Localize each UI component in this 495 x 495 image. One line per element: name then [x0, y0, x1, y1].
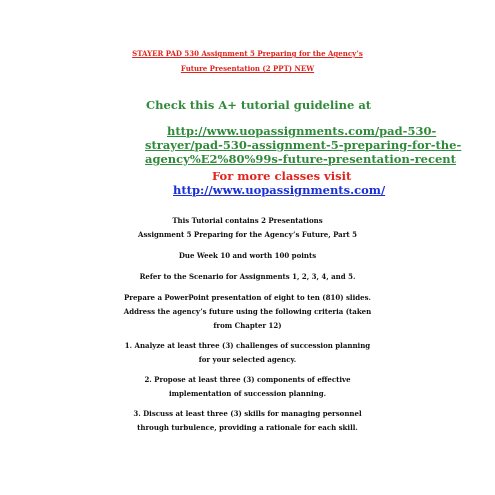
more-classes-link[interactable]: http://www.uopassignments.com/ — [173, 183, 386, 197]
scenario-line: Refer to the Scenario for Assignments 1, 2, 3, 4, and 5. — [139, 272, 356, 281]
item-2-line-1: 2. Propose at least three (3) components of effective — [144, 375, 351, 384]
item-3-line-2: through turbulence, providing a rationale for each skill. — [137, 423, 358, 432]
guideline-link-line-1[interactable]: http://www.uopassignments.com/pad-530- — [167, 124, 437, 138]
title-line-1: STAYER PAD 530 Assignment 5 Preparing for the Agency’s — [132, 49, 363, 58]
due-line: Due Week 10 and worth 100 points — [178, 251, 317, 260]
contains-line-1: This Tutorial contains 2 Presentations — [172, 216, 323, 225]
prepare-line-2: Address the agency’s future using the following criteria (taken — [123, 307, 372, 316]
item-2-line-2: implementation of succession planning. — [168, 389, 327, 398]
prepare-line-1: Prepare a PowerPoint presentation of eight to ten (810) slides. — [124, 293, 371, 302]
guideline-link-line-2[interactable]: strayer/pad-530-assignment-5-preparing-for-the- — [145, 138, 462, 152]
item-3-line-1: 3. Discuss at least three (3) skills for managing personnel — [133, 409, 362, 418]
item-1-line-1: 1. Analyze at least three (3) challenges of succession planning — [124, 341, 371, 350]
prepare-line-3: from Chapter 12) — [213, 321, 282, 330]
title-line-2: Future Presentation (2 PPT) NEW — [180, 64, 315, 73]
more-classes-label: For more classes visit — [212, 169, 352, 183]
contains-line-2: Assignment 5 Preparing for the Agency’s Future, Part 5 — [138, 230, 357, 239]
guideline-heading: Check this A+ tutorial guideline at — [146, 98, 372, 112]
item-1-line-2: for your selected agency. — [198, 355, 297, 364]
guideline-link-line-3[interactable]: agency%E2%80%99s-future-presentation-recent — [145, 152, 456, 166]
